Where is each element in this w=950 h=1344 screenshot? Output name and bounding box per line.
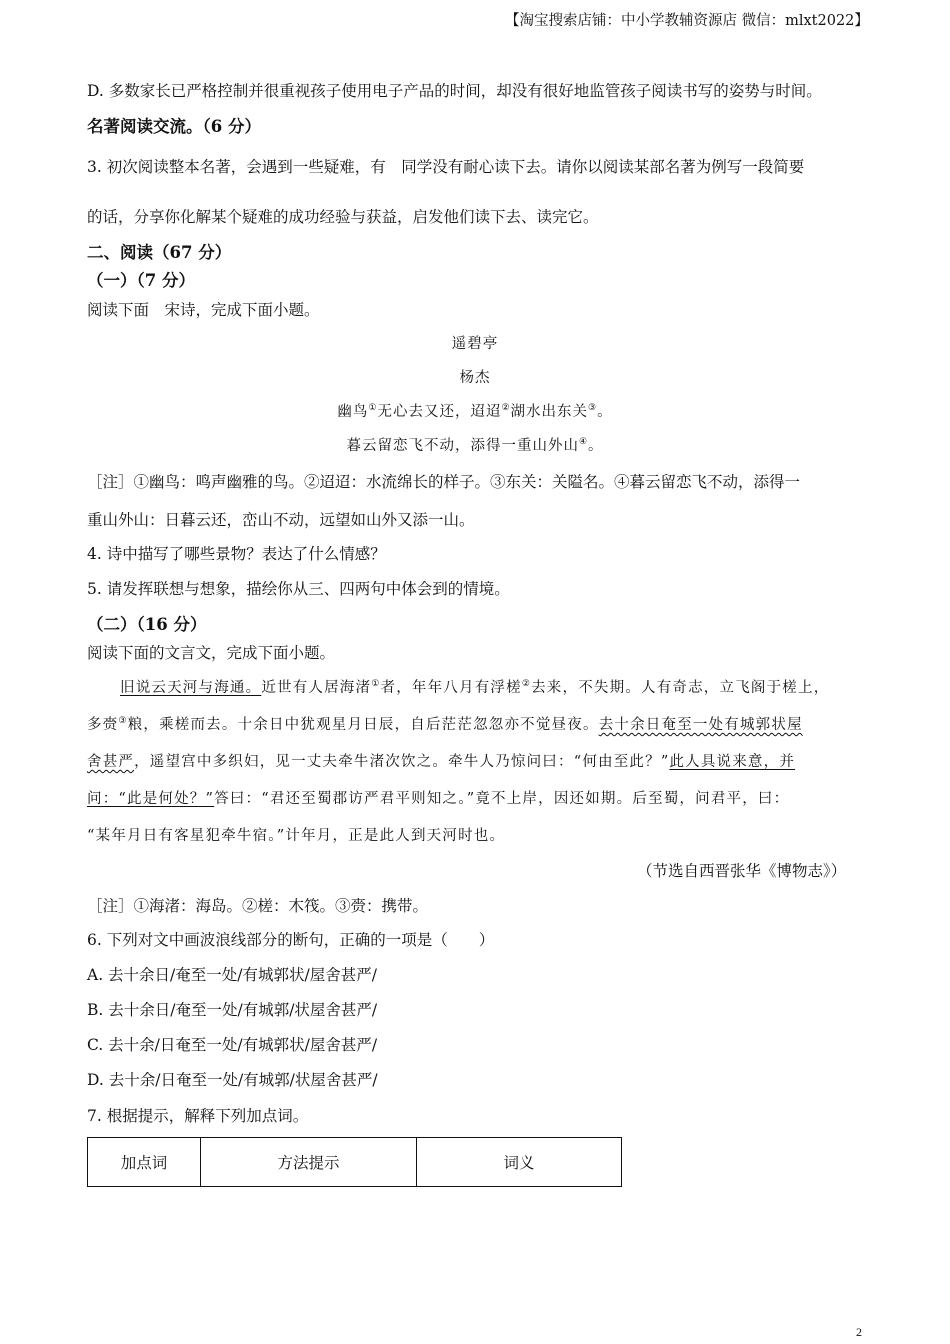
header-store-info: 【淘宝搜索店铺：中小学教辅资源店 微信：mlxt2022】 — [505, 13, 869, 29]
question-7: 7. 根据提示，解释下列加点词。 — [87, 1107, 309, 1125]
table-header-row — [88, 1138, 622, 1187]
q6-option-b: B. 去十余日/奄至一处/有城郭/状屋舍甚严/ — [87, 1001, 378, 1019]
poem-note-line-1: ［注］①幽鸟：鸣声幽雅的鸟。②迢迢：水流绵长的样子。③东关：关隘名。④暮云留恋飞不动，添得一 — [87, 473, 801, 491]
note-mark: ③ — [588, 403, 598, 414]
q6-option-c: C. 去十余/日奄至一处/有城郭状/屋舍甚严/ — [87, 1036, 378, 1054]
wenyan-line-5: “某年月日有客星犯牵牛宿。”计年月，正是此人到天河时也。 — [87, 828, 506, 844]
note-mark: ④ — [578, 437, 589, 448]
subsection-2-intro: 阅读下面的文言文，完成下面小题。 — [87, 644, 336, 662]
header-meaning: 词义 — [417, 1138, 622, 1187]
part-2-title: 二、阅读（67 分） — [87, 243, 232, 262]
poem-title: 遥碧亭 — [451, 336, 499, 352]
wenyan-line-3: 舍甚严，遥望宫中多织妇，见一丈夫牵牛渚次饮之。牵牛人乃惊问曰：“何由至此？”此人具说来意，并 — [87, 754, 796, 770]
subsection-1-title: （一）（7 分） — [87, 271, 195, 290]
subsection-2-title: （二）（16 分） — [87, 615, 207, 634]
note-mark: ① — [371, 679, 381, 690]
page-number: 2 — [856, 1325, 862, 1339]
wenyan-note: ［注］①海渚：海岛。②槎：木筏。③赍：携带。 — [87, 897, 429, 915]
note-mark: ① — [368, 403, 378, 414]
poem-note-line-2: 重山外山：日暮云还，峦山不动，远望如山外又添一山。 — [87, 511, 475, 529]
wenyan-line-4: 问：“此是何处？”答曰：“君还至蜀郡访严君平则知之。”竟不上岸，因还如期。后至蜀，问君平，曰： — [87, 791, 790, 807]
q6-option-a: A. 去十余日/奄至一处/有城郭状/屋舍甚严/ — [87, 966, 377, 984]
poem-line-2: 暮云留恋飞不动，添得一重山外山④。 — [346, 437, 604, 454]
question-3-line-2: 的话，分享你化解某个疑难的成功经验与获益，启发他们读下去、读完它。 — [87, 208, 599, 226]
wenyan-line-2: 多赍③粮，乘槎而去。十余日中犹观星月日辰，自后茫茫忽忽亦不觉昼夜。去十余日奄至一处有城郭状屋 — [87, 716, 803, 733]
section-mingzhu-title: 名著阅读交流。（6 分） — [87, 117, 261, 136]
poem-line-1: 幽鸟①无心去又还，迢迢②湖水出东关③。 — [337, 403, 613, 420]
question-5: 5. 请发挥联想与想象，描绘你从三、四两句中体会到的情境。 — [87, 580, 510, 598]
wenyan-line-1: 旧说云天河与海通。近世有人居海渚①者，年年八月有浮槎②去来，不失期。人有奇志，立飞阁于槎上， — [120, 679, 830, 696]
header-method-hint: 方法提示 — [201, 1138, 417, 1187]
question-6: 6. 下列对文中画波浪线部分的断句，正确的一项是（ ） — [87, 931, 495, 949]
note-mark: ② — [521, 679, 532, 690]
poem-author: 杨杰 — [459, 370, 491, 386]
vocab-table — [87, 1137, 622, 1187]
subsection-1-intro: 阅读下面 宋诗，完成下面小题。 — [87, 301, 320, 319]
option-d-text: D. 多数家长已严格控制并很重视孩子使用电子产品的时间，却没有很好地监管孩子阅读书写的姿势与时间。 — [87, 82, 822, 100]
note-mark: ③ — [118, 716, 128, 727]
note-mark: ② — [501, 403, 511, 414]
question-3-line-1: 3. 初次阅读整本名著，会遇到一些疑难，有 同学没有耐心读下去。请你以阅读某部名著为例写一段简要 — [87, 158, 805, 176]
question-4: 4. 诗中描写了哪些景物？表达了什么情感？ — [87, 545, 386, 563]
header-dotted-word: 加点词 — [88, 1138, 201, 1187]
q6-option-d: D. 去十余/日奄至一处/有城郭/状屋舍甚严/ — [87, 1071, 378, 1089]
passage-source: （节选自西晋张华《博物志》） — [637, 862, 847, 880]
